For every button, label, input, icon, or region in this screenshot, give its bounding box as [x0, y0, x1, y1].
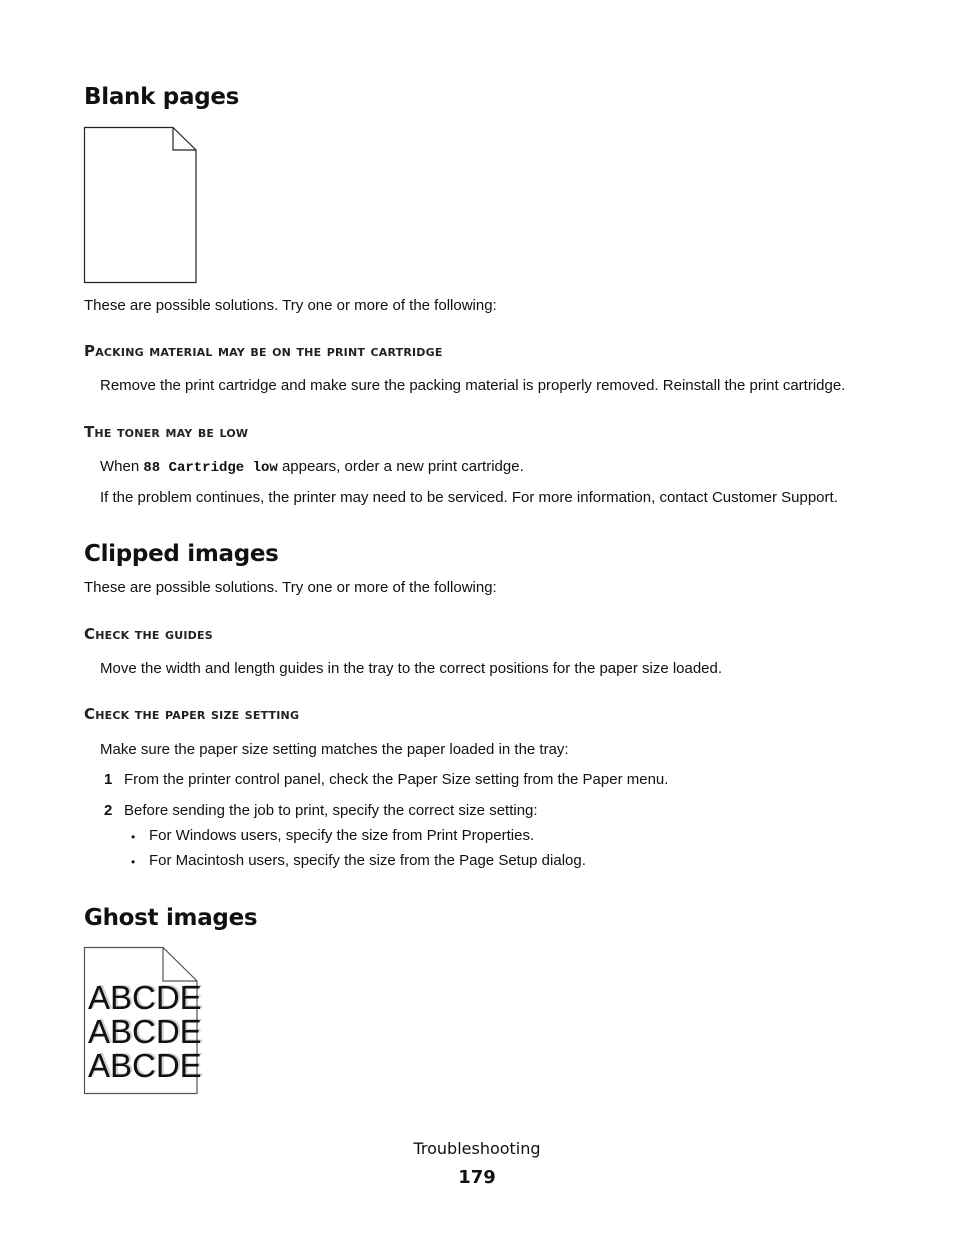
section-title-clipped-images: Clipped images	[84, 541, 279, 567]
subsection-title-paper-size-setting: Check the paper size setting	[84, 705, 300, 723]
ghost-text-line: ABCDE	[88, 1013, 202, 1050]
bullet-text: For Macintosh users, specify the size from the Page Setup dialog.	[149, 852, 586, 869]
check-guides-text: Move the width and length guides in the tray to the correct positions for the paper size loaded.	[100, 660, 723, 677]
section-title-ghost-images: Ghost images	[84, 905, 258, 931]
step-number: 2	[104, 802, 113, 819]
bullet-marker: •	[131, 855, 136, 869]
ghost-text-line: ABCDE	[88, 979, 202, 1016]
step-number: 1	[104, 771, 113, 788]
clipped-images-intro: These are possible solutions. Try one or more of the following:	[84, 579, 497, 596]
toner-low-text: If the problem continues, the printer may need to be serviced. For more information, contact Customer Support.	[100, 489, 838, 506]
subsection-title-packing-material: Packing material may be on the print cartridge	[84, 342, 443, 360]
step-item	[104, 771, 112, 789]
footer-section-label: Troubleshooting	[413, 1139, 541, 1158]
when-suffix: appears, order a new print cartridge.	[281, 458, 524, 475]
packing-material-text: Remove the print cartridge and make sure the packing material is properly removed. Reinstall the print cartridge.	[100, 377, 846, 394]
blank-pages-intro: These are possible solutions. Try one or more of the following:	[84, 297, 497, 314]
blank-page-illustration	[83, 126, 199, 284]
subsection-title-toner-low: The toner may be low	[84, 423, 249, 441]
bullet-marker: •	[131, 830, 136, 844]
subsection-title-check-guides: Check the guides	[84, 625, 213, 643]
paper-size-setting-text: Make sure the paper size setting matches the paper loaded in the tray:	[100, 741, 569, 758]
step-text: From the printer control panel, check the Paper Size setting from the Paper menu.	[124, 771, 669, 788]
bullet-text: For Windows users, specify the size from Print Properties.	[149, 827, 535, 844]
step-item	[104, 802, 112, 820]
step-text: Before sending the job to print, specify the correct size setting:	[124, 802, 538, 819]
section-title-blank-pages: Blank pages	[84, 84, 240, 110]
toner-low-when-line	[100, 458, 524, 477]
ghost-text-line: ABCDE	[88, 1047, 202, 1084]
cartridge-low-code: 88 Cartridge low	[143, 460, 278, 476]
ghost-image-illustration	[83, 946, 200, 1095]
when-prefix: When	[100, 458, 140, 475]
page-number: 179	[458, 1167, 496, 1188]
